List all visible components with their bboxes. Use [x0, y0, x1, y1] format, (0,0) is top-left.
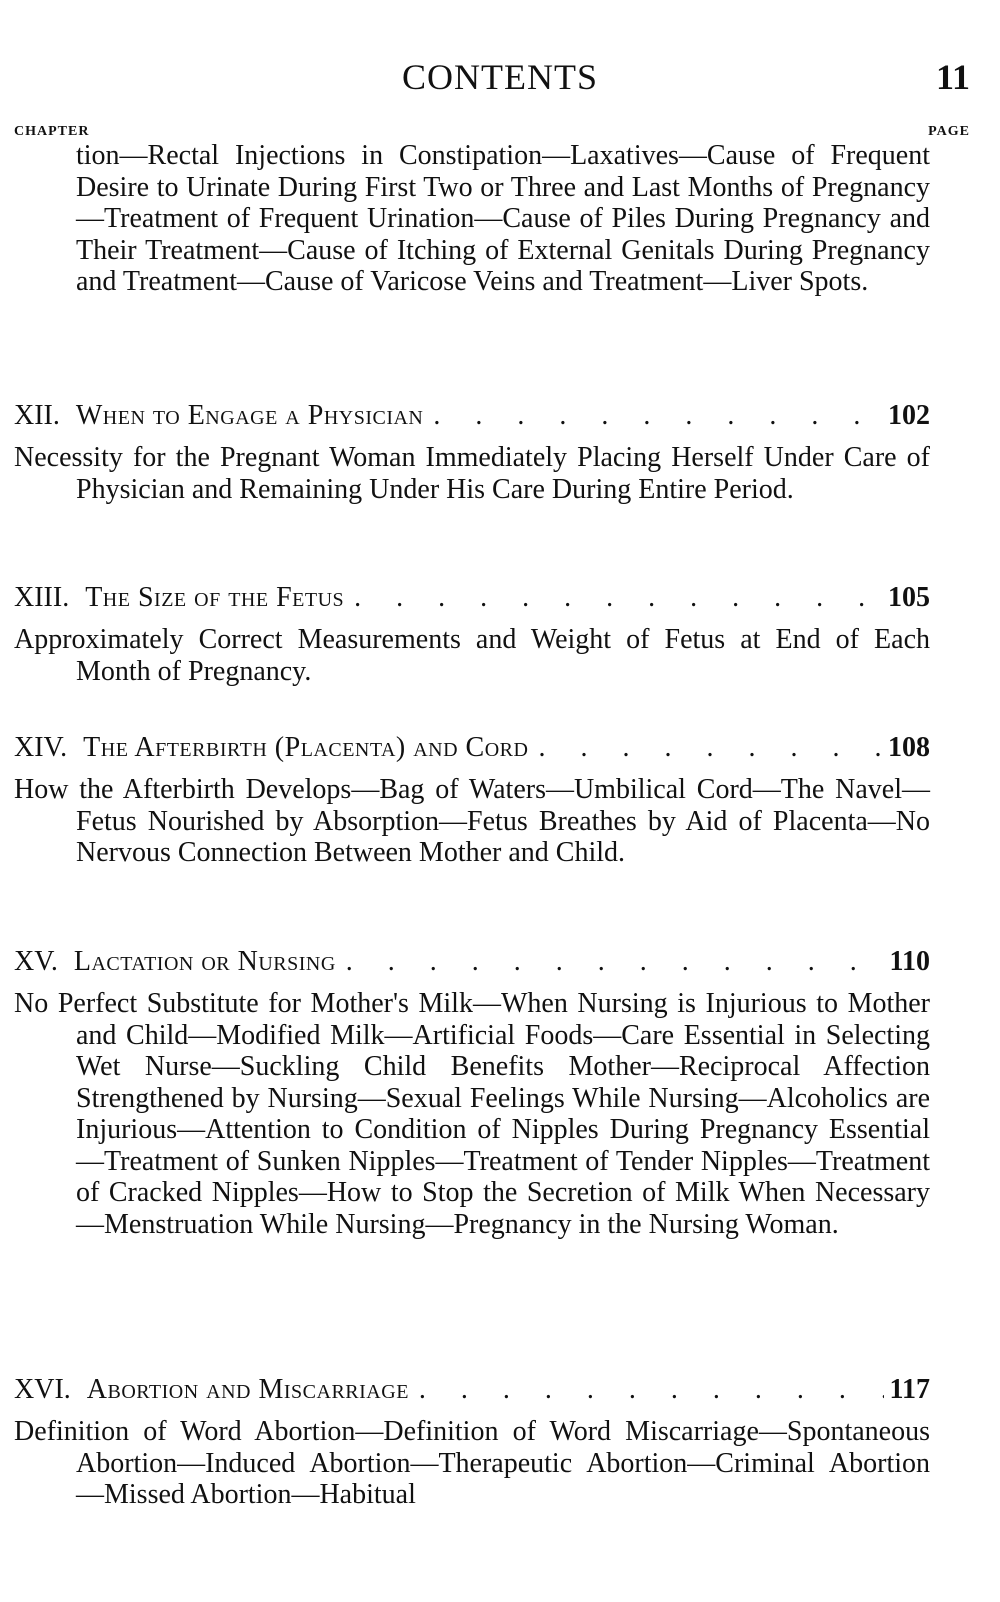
- chapter-numeral: XVI.: [14, 1374, 71, 1405]
- chapter-entry: [14, 400, 930, 505]
- chapter-heading[interactable]: [14, 582, 930, 614]
- chapter-description: No Perfect Substitute for Mother's Milk—When Nursing is Injurious to Mother and Child—Modified Milk—Artificial Foods—Care Essential in Selecting Wet Nurse—Suckling Child Benefits Mother—Reciprocal Affection Strengthened by Nursing—Sexual Feelings While Nursing—Alcoholics are Injurious—Attention to Condition of Nipples During Pregnancy Essential—Treatment of Sunken Nipples—Treatment of Tender Nipples—Treatment of Cracked Nipples—How to Stop the Secretion of Milk When Necessary—Menstruation While Nursing—Pregnancy in the Nursing Woman.: [14, 988, 930, 1240]
- chapter-title: The Size of the Fetus: [85, 582, 345, 613]
- chapter-heading[interactable]: [14, 946, 930, 978]
- chapter-entry: [14, 1374, 930, 1511]
- continued-description-text: tion—Rectal Injections in Constipation—Laxatives—Cause of Frequent Desire to Urinate During First Two or Three and Last Months of Pregnancy—Treatment of Frequent Urination—Cause of Piles During Pregnancy and Their Treatment—Cause of Itching of External Genitals During Pregnancy and Treatment—Cause of Varicose Veins and Treatment—Liver Spots.: [76, 140, 930, 297]
- dot-leader: [423, 400, 882, 432]
- chapter-page: 108: [888, 732, 930, 763]
- dot-leader: [344, 582, 882, 614]
- chapter-title: When to Engage a Physician: [75, 400, 424, 431]
- dot-leader: [409, 1374, 884, 1406]
- chapter-numeral: XIV.: [14, 732, 68, 763]
- chapter-column-label: CHAPTER: [14, 124, 90, 139]
- chapter-heading[interactable]: [14, 732, 930, 764]
- page-number: 11: [935, 57, 970, 97]
- chapter-description: How the Afterbirth Develops—Bag of Waters—Umbilical Cord—The Navel—Fetus Nourished by Absorption—Fetus Breathes by Aid of Placenta—No Nervous Connection Between Mother and Child.: [14, 774, 930, 868]
- chapter-page: 117: [889, 1374, 930, 1405]
- chapter-entry: [14, 732, 930, 869]
- page-title: CONTENTS: [402, 57, 598, 97]
- chapter-title: The Afterbirth (Placenta) and Cord: [83, 732, 529, 763]
- chapter-page: 110: [889, 946, 930, 977]
- chapter-entry: [14, 582, 930, 687]
- chapter-description: Definition of Word Abortion—Definition of Word Miscarriage—Spontaneous Abortion—Induced Abortion—Therapeutic Abortion—Criminal Abortion—Missed Abortion—Habitual: [14, 1416, 930, 1510]
- chapter-title: Abortion and Miscarriage: [86, 1374, 409, 1405]
- chapter-page: 102: [888, 400, 930, 431]
- chapter-page: 105: [888, 582, 930, 613]
- continued-description: [14, 140, 930, 298]
- chapter-title: Lactation or Nursing: [73, 946, 336, 977]
- chapter-entry: [14, 946, 930, 1240]
- chapter-heading[interactable]: [14, 400, 930, 432]
- chapter-numeral: XIII.: [14, 582, 70, 613]
- page-column-label: PAGE: [928, 124, 970, 139]
- dot-leader: [528, 732, 882, 764]
- dot-leader: [336, 946, 884, 978]
- chapter-numeral: XII.: [14, 400, 60, 431]
- chapter-description: Approximately Correct Measurements and Weight of Fetus at End of Each Month of Pregnancy.: [14, 624, 930, 687]
- chapter-description: Necessity for the Pregnant Woman Immediately Placing Herself Under Care of Physician and Remaining Under His Care During Entire Period.: [14, 442, 930, 505]
- chapter-heading[interactable]: [14, 1374, 930, 1406]
- chapter-numeral: XV.: [14, 946, 58, 977]
